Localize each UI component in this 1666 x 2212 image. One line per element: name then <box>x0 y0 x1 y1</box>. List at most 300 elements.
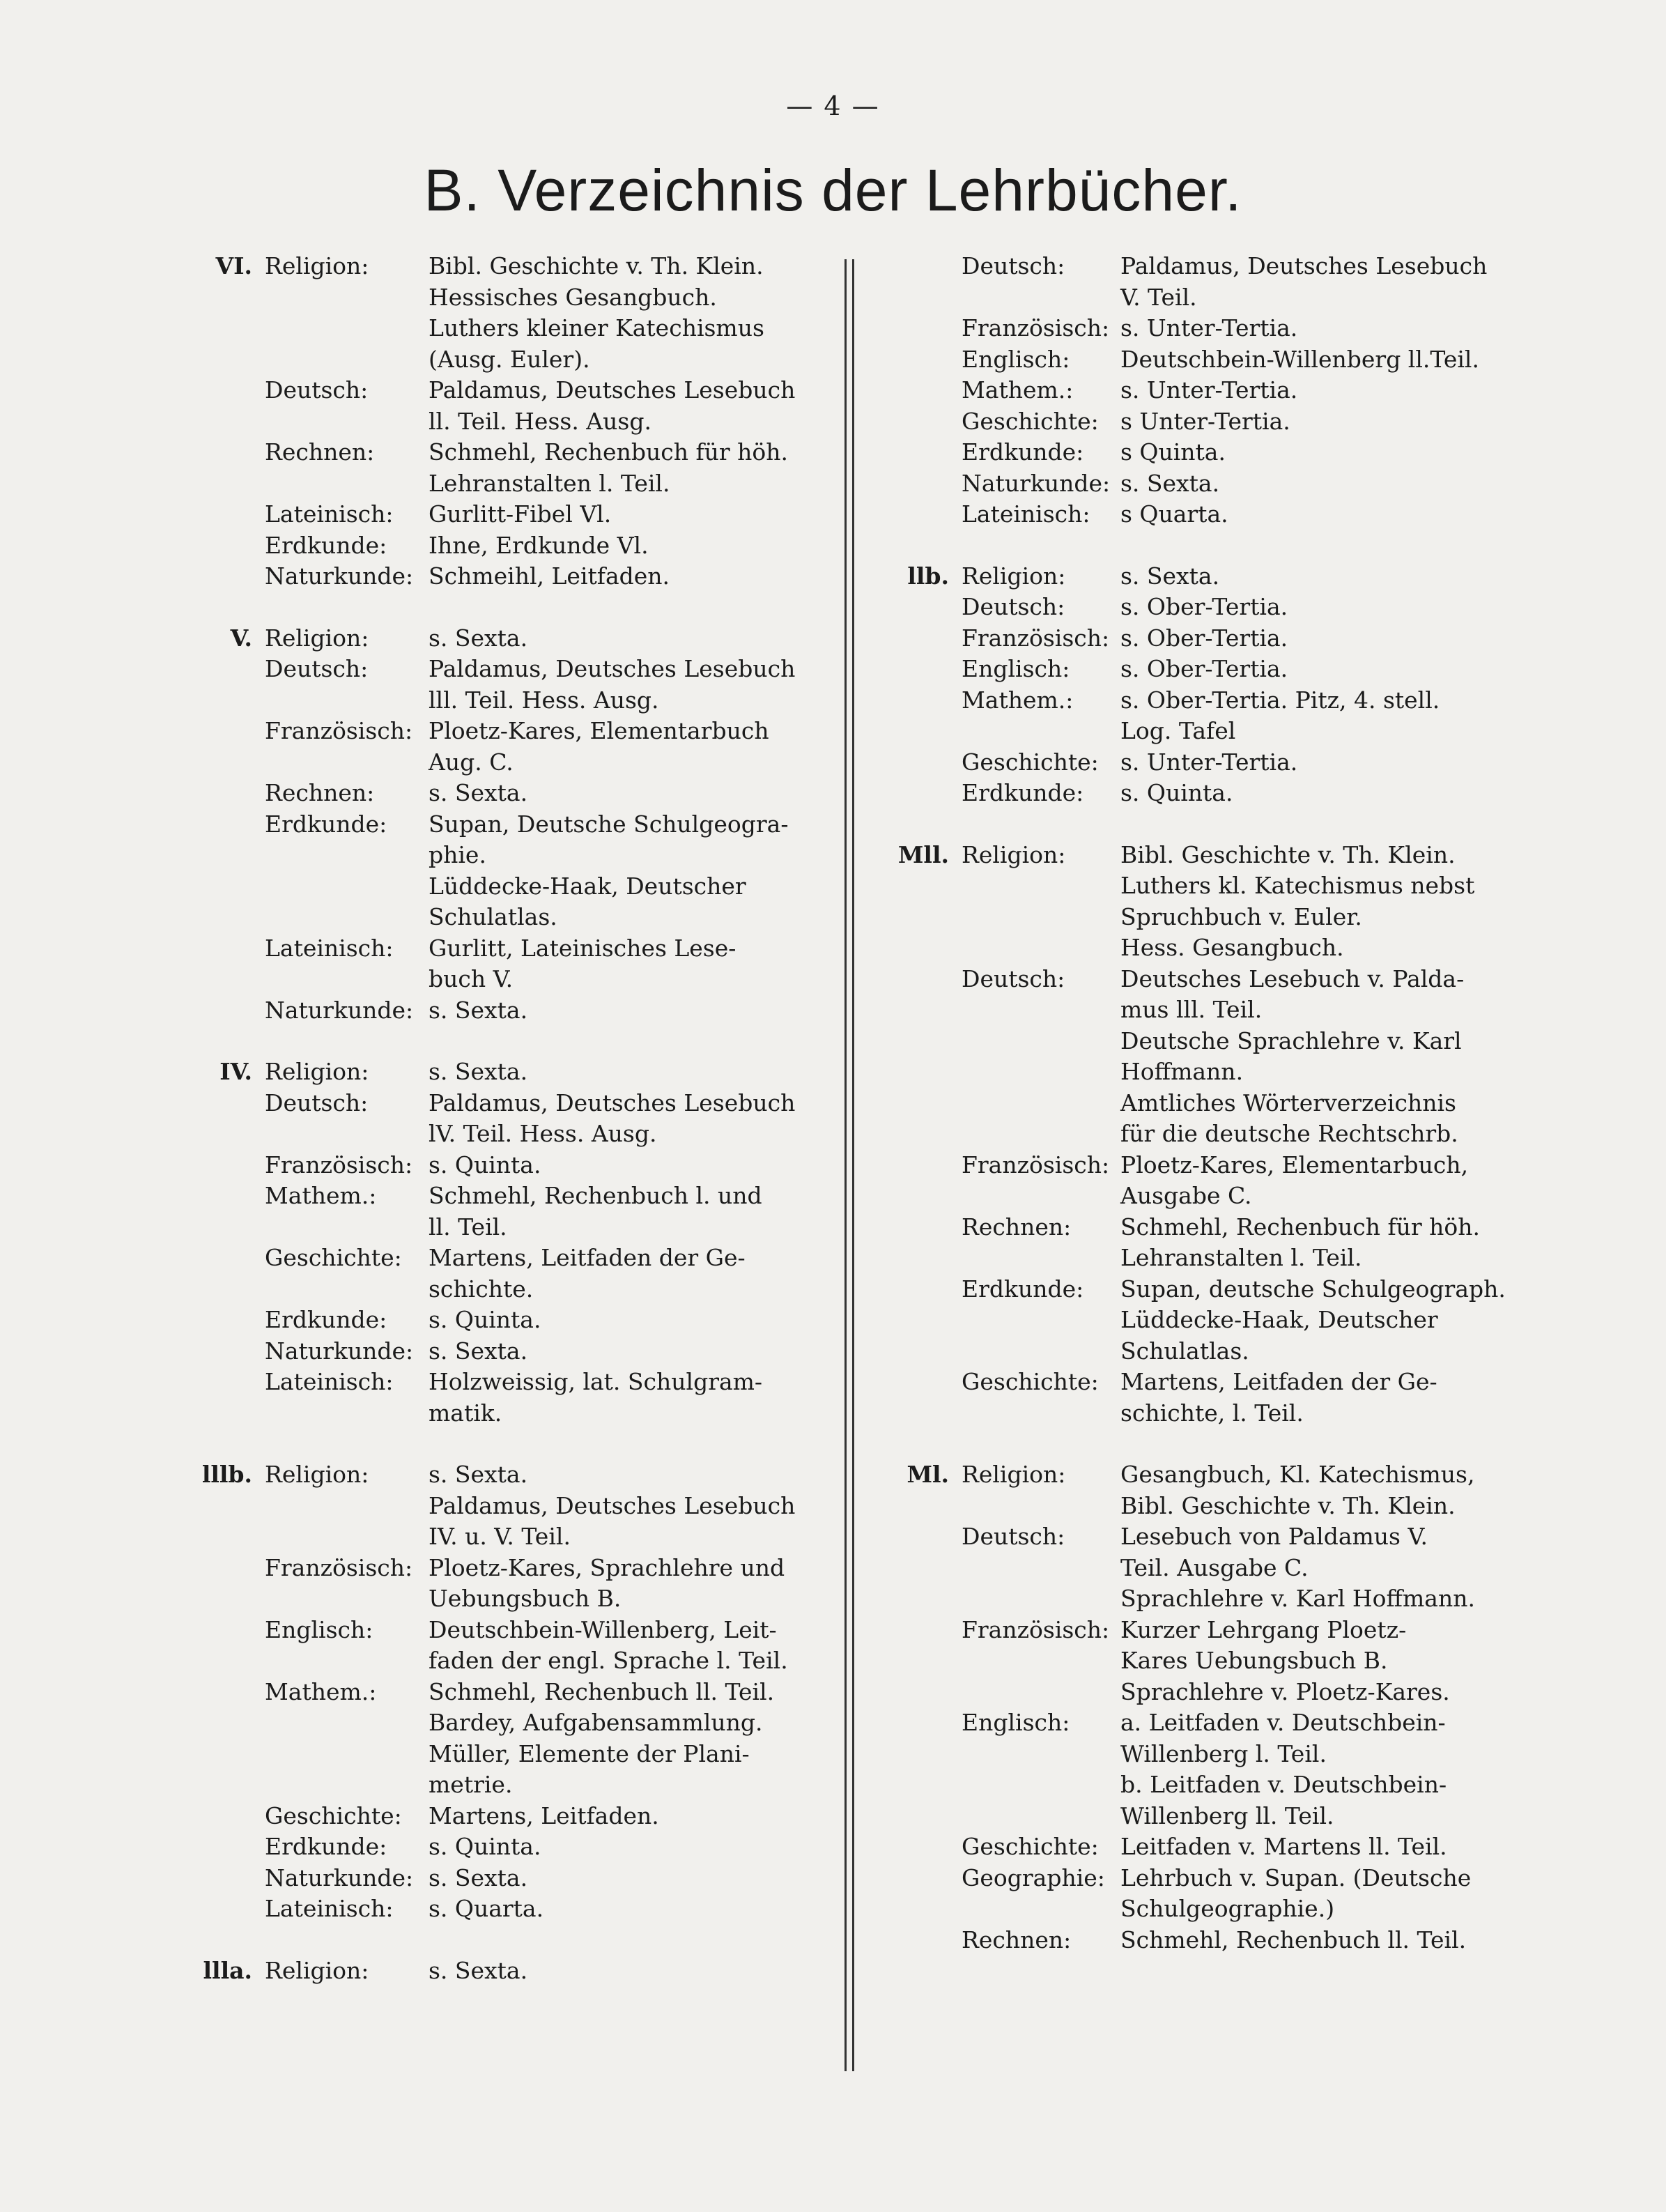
subject-entry <box>188 437 815 499</box>
textbook-list <box>1120 406 1498 438</box>
class-label <box>885 1615 962 1708</box>
class-label: Ml. <box>907 1461 949 1488</box>
class-section <box>188 1956 815 1987</box>
subject-entry <box>188 716 815 778</box>
subject-label: Erdkunde: <box>265 531 387 559</box>
subject-entry <box>188 1801 815 1832</box>
textbook-line: schichte, l. Teil. <box>1120 1399 1304 1427</box>
subject-label: Mathem.: <box>962 686 1074 714</box>
subject-label: Deutsch: <box>962 965 1065 992</box>
subject-entry <box>885 1831 1498 1863</box>
subject-label: Lateinisch: <box>265 1895 394 1922</box>
textbook-line: s. Sexta. <box>1120 469 1220 497</box>
class-label: Mll. <box>897 840 949 868</box>
right-column <box>885 251 1506 1956</box>
subject-label: Religion: <box>962 840 1066 868</box>
textbook-line: s. Sexta. <box>429 1461 528 1488</box>
textbook-list <box>429 1863 815 1894</box>
class-label <box>188 1801 265 1832</box>
textbook-line: ll. Teil. Hess. Ausg. <box>429 407 651 435</box>
textbook-list <box>1120 1150 1498 1212</box>
left-column <box>188 251 815 1986</box>
textbook-list <box>1120 499 1498 530</box>
subject-label: Rechnen: <box>962 1213 1072 1241</box>
subject-entry <box>188 1305 815 1336</box>
class-label <box>885 1925 962 1956</box>
class-label <box>885 747 962 778</box>
class-label <box>188 1615 265 1677</box>
class-label <box>188 1181 265 1243</box>
subject-label: Mathem.: <box>265 1677 377 1705</box>
textbook-list <box>429 1243 815 1305</box>
subject-label: Geschichte: <box>962 1368 1099 1395</box>
subject-label: Lateinisch: <box>265 1368 394 1395</box>
textbook-line: Lüddecke-Haak, Deutscher <box>429 872 746 900</box>
textbook-list <box>1120 1212 1498 1274</box>
textbook-list <box>429 1367 815 1429</box>
column-divider <box>844 259 854 2071</box>
class-label <box>188 437 265 499</box>
textbook-line: Paldamus, Deutsches Lesebuch <box>429 1491 796 1519</box>
subject-label: Englisch: <box>265 1615 373 1643</box>
subject-entry <box>188 1491 815 1553</box>
subject-entry <box>188 778 815 809</box>
class-label <box>188 1150 265 1181</box>
subject-label: Deutsch: <box>962 593 1065 620</box>
textbook-list <box>1120 778 1498 809</box>
class-label <box>885 375 962 406</box>
textbook-list <box>429 995 815 1027</box>
textbook-line: phie. <box>429 841 486 868</box>
textbook-line: Martens, Leitfaden. <box>429 1802 659 1829</box>
textbook-list <box>1120 1925 1498 1956</box>
subject-entry <box>188 933 815 995</box>
textbook-line: Schulgeographie.) <box>1120 1895 1335 1922</box>
class-label <box>188 809 265 933</box>
textbook-line: Aug. C. <box>429 748 514 776</box>
textbook-line: Schmehl, Rechenbuch für höh. <box>1120 1213 1481 1241</box>
subject-label: Erdkunde: <box>962 1275 1084 1303</box>
class-section <box>188 1459 815 1925</box>
subject-entry <box>188 1243 815 1305</box>
class-label <box>885 406 962 438</box>
textbook-list <box>429 1956 815 1987</box>
textbook-list <box>429 623 815 654</box>
textbook-line: s. Sexta. <box>429 779 528 806</box>
subject-label: Naturkunde: <box>265 1864 414 1891</box>
class-label <box>188 1677 265 1801</box>
textbook-line: metrie. <box>429 1771 513 1798</box>
textbook-list <box>429 1615 815 1677</box>
subject-entry <box>885 1925 1498 1956</box>
textbook-line: Deutschbein-Willenberg ll.Teil. <box>1120 345 1479 373</box>
subject-label: Religion: <box>962 1461 1066 1488</box>
textbook-line: Holzweissig, lat. Schulgram- <box>429 1368 763 1395</box>
class-label <box>188 1894 265 1925</box>
textbook-line: s. Sexta. <box>429 996 528 1024</box>
subject-entry <box>188 1459 815 1491</box>
textbook-line: Bibl. Geschichte v. Th. Klein. <box>1120 840 1456 868</box>
subject-label: Französisch: <box>962 314 1110 341</box>
textbook-line: s. Ober-Tertia. <box>1120 655 1288 682</box>
textbook-line: Martens, Leitfaden der Ge- <box>1120 1368 1437 1395</box>
textbook-line: Log. Tafel <box>1120 717 1236 744</box>
textbook-line: s. Quinta. <box>1120 779 1233 806</box>
class-label: VI. <box>215 252 252 279</box>
textbook-line: Spruchbuch v. Euler. <box>1120 903 1362 930</box>
textbook-line: s Quarta. <box>1120 500 1228 528</box>
subject-label: Naturkunde: <box>265 1337 414 1365</box>
textbook-list <box>429 1801 815 1832</box>
class-label <box>885 1150 962 1212</box>
textbook-line: Gurlitt, Lateinisches Lese- <box>429 934 736 962</box>
subject-entry <box>188 1057 815 1088</box>
subject-label: Lateinisch: <box>265 500 394 528</box>
textbook-line: mus lll. Teil. <box>1120 996 1263 1023</box>
textbook-line: (Ausg. Euler). <box>429 345 590 373</box>
textbook-list <box>1120 685 1498 747</box>
subject-entry <box>188 251 815 375</box>
textbook-line: s. Quarta. <box>429 1895 544 1922</box>
class-label <box>885 685 962 747</box>
textbook-line: Martens, Leitfaden der Ge- <box>429 1244 746 1271</box>
class-label <box>885 654 962 685</box>
textbook-list <box>1120 1831 1498 1863</box>
textbook-list <box>429 561 815 592</box>
textbook-list <box>1120 437 1498 468</box>
subject-label: Religion: <box>265 1956 369 1984</box>
textbook-line: Ploetz-Kares, Elementarbuch, <box>1120 1151 1469 1178</box>
subject-label: Religion: <box>265 1058 369 1085</box>
subject-entry <box>188 995 815 1027</box>
class-label <box>188 1305 265 1336</box>
subject-entry <box>885 1212 1498 1274</box>
textbook-list <box>1120 964 1498 1150</box>
subject-label: Rechnen: <box>962 1926 1072 1953</box>
subject-entry <box>885 1459 1498 1521</box>
textbook-line: s. Quinta. <box>429 1151 541 1178</box>
subject-label: Religion: <box>962 562 1066 590</box>
textbook-list <box>429 809 815 933</box>
class-label <box>885 437 962 468</box>
subject-entry <box>885 1863 1498 1925</box>
textbook-line: Schmehl, Rechenbuch ll. Teil. <box>429 1677 775 1705</box>
class-label <box>188 499 265 530</box>
textbook-line: Deutsche Sprachlehre v. Karl <box>1120 1027 1462 1054</box>
class-label <box>885 313 962 344</box>
textbook-line: Schulatlas. <box>429 903 557 930</box>
subject-entry <box>188 1831 815 1863</box>
class-label <box>885 1367 962 1429</box>
textbook-list <box>429 499 815 530</box>
textbook-list <box>1120 1274 1506 1367</box>
textbook-line: s. Unter-Tertia. <box>1120 376 1298 404</box>
class-label: llla. <box>203 1956 252 1984</box>
class-label <box>188 995 265 1027</box>
class-label <box>885 344 962 376</box>
textbook-line: Leitfaden v. Martens ll. Teil. <box>1120 1833 1447 1860</box>
textbook-line: lV. Teil. Hess. Ausg. <box>429 1120 657 1147</box>
subject-label: Geschichte: <box>265 1244 402 1271</box>
textbook-line: Uebungsbuch B. <box>429 1585 622 1612</box>
textbook-list <box>429 1305 815 1336</box>
subject-entry <box>188 1956 815 1987</box>
subject-label: Englisch: <box>962 655 1070 682</box>
textbook-line: s Unter-Tertia. <box>1120 407 1290 435</box>
textbook-line: Luthers kleiner Katechismus <box>429 314 764 341</box>
textbook-line: für die deutsche Rechtschrb. <box>1120 1120 1458 1147</box>
textbook-line: matik. <box>429 1399 502 1427</box>
subject-label: Deutsch: <box>265 655 369 682</box>
textbook-line: s. Sexta. <box>429 1956 528 1984</box>
class-label <box>885 1707 962 1831</box>
textbook-line: Sprachlehre v. Ploetz-Kares. <box>1120 1677 1450 1705</box>
textbook-list <box>1120 561 1498 592</box>
class-label <box>885 623 962 654</box>
subject-entry <box>885 251 1498 313</box>
subject-entry <box>188 1894 815 1925</box>
textbook-list <box>1120 251 1498 313</box>
subject-entry <box>885 468 1498 500</box>
textbook-line: Hoffmann. <box>1120 1058 1244 1085</box>
textbook-line: Schmehl, Rechenbuch ll. Teil. <box>1120 1926 1467 1953</box>
textbook-line: Sprachlehre v. Karl Hoffmann. <box>1120 1585 1475 1612</box>
subject-entry <box>885 1274 1506 1367</box>
class-section <box>885 840 1506 1429</box>
textbook-line: s. Unter-Tertia. <box>1120 314 1298 341</box>
textbook-line: V. Teil. <box>1120 283 1197 311</box>
textbook-line: Hess. Gesangbuch. <box>1120 934 1344 961</box>
textbook-list <box>429 251 815 375</box>
textbook-list <box>1120 344 1498 376</box>
class-label <box>885 499 962 530</box>
class-label <box>188 1088 265 1150</box>
subject-label: Englisch: <box>962 1709 1070 1736</box>
class-section <box>885 251 1498 530</box>
class-label: V. <box>230 624 252 652</box>
textbook-line: Müller, Elemente der Plani- <box>429 1739 750 1767</box>
subject-entry <box>188 499 815 530</box>
subject-entry <box>885 375 1498 406</box>
textbook-line: s. Unter-Tertia. <box>1120 748 1298 776</box>
subject-label: Religion: <box>265 252 369 279</box>
subject-label: Geographie: <box>962 1864 1105 1891</box>
textbook-list <box>1120 375 1498 406</box>
textbook-list <box>429 437 815 499</box>
textbook-line: Hessisches Gesangbuch. <box>429 283 717 311</box>
textbook-line: ll. Teil. <box>429 1213 507 1241</box>
class-section <box>885 561 1498 809</box>
textbook-line: Gurlitt-Fibel Vl. <box>429 500 612 528</box>
class-label <box>188 530 265 562</box>
textbook-list <box>429 1491 815 1553</box>
class-label <box>188 1367 265 1429</box>
subject-label: Französisch: <box>962 1151 1110 1178</box>
subject-entry <box>188 1615 815 1677</box>
subject-label: Naturkunde: <box>265 562 414 590</box>
page-number: — 4 — <box>786 91 880 121</box>
textbook-line: Supan, Deutsche Schulgeogra- <box>429 810 789 838</box>
textbook-line: s. Quinta. <box>429 1306 541 1333</box>
textbook-line: Schmehl, Rechenbuch für höh. <box>429 438 789 466</box>
textbook-list <box>429 530 815 562</box>
textbook-line: Lüddecke-Haak, Deutscher <box>1120 1306 1438 1333</box>
subject-entry <box>885 1521 1498 1615</box>
class-label <box>188 1336 265 1367</box>
textbook-line: Willenberg ll. Teil. <box>1120 1802 1334 1829</box>
class-label: IV. <box>219 1058 252 1085</box>
textbook-list <box>429 716 815 778</box>
class-label <box>885 1831 962 1863</box>
subject-entry <box>885 1367 1498 1429</box>
textbook-line: Paldamus, Deutsches Lesebuch <box>1120 252 1488 279</box>
class-label <box>885 468 962 500</box>
class-label <box>188 375 265 437</box>
subject-entry <box>885 1615 1498 1708</box>
class-label <box>188 561 265 592</box>
textbook-list <box>429 375 815 437</box>
subject-label: Erdkunde: <box>265 1833 387 1860</box>
textbook-list <box>1120 654 1498 685</box>
textbook-list <box>429 933 815 995</box>
textbook-line: s. Sexta. <box>429 1337 528 1365</box>
textbook-list <box>429 1553 815 1615</box>
textbook-list <box>429 1150 815 1181</box>
textbook-line: Ihne, Erdkunde Vl. <box>429 531 649 559</box>
textbook-line: Amtliches Wörterverzeichnis <box>1120 1089 1456 1116</box>
subject-label: Rechnen: <box>265 438 375 466</box>
textbook-list <box>1120 1521 1498 1615</box>
subject-label: Naturkunde: <box>962 469 1111 497</box>
textbook-line: s. Sexta. <box>1120 562 1220 590</box>
textbook-list <box>1120 468 1498 500</box>
subject-entry <box>885 840 1498 964</box>
class-label <box>188 1863 265 1894</box>
subject-entry <box>188 654 815 716</box>
textbook-list <box>1120 1615 1498 1708</box>
textbook-line: Lehrbuch v. Supan. (Deutsche <box>1120 1864 1472 1891</box>
subject-entry <box>885 499 1498 530</box>
class-section <box>885 1459 1498 1956</box>
subject-label: Deutsch: <box>265 1089 369 1116</box>
class-label <box>188 1553 265 1615</box>
subject-entry <box>188 561 815 592</box>
subject-label: Erdkunde: <box>265 810 387 838</box>
textbook-line: b. Leitfaden v. Deutschbein- <box>1120 1771 1447 1798</box>
class-section <box>188 1057 815 1429</box>
textbook-line: s. Sexta. <box>429 1058 528 1085</box>
textbook-line: Bardey, Aufgabensammlung. <box>429 1709 763 1736</box>
textbook-list <box>1120 1863 1498 1925</box>
subject-label: Geschichte: <box>265 1802 402 1829</box>
subject-label: Mathem.: <box>962 376 1074 404</box>
subject-label: Religion: <box>265 624 369 652</box>
subject-entry <box>188 1863 815 1894</box>
class-label <box>188 1491 265 1553</box>
subject-label: Lateinisch: <box>962 500 1090 528</box>
textbook-list <box>429 1088 815 1150</box>
textbook-line: Kares Uebungsbuch B. <box>1120 1647 1388 1674</box>
subject-entry <box>885 685 1498 747</box>
class-label <box>885 1274 962 1367</box>
subject-label: Deutsch: <box>265 376 369 404</box>
textbook-line: Ploetz-Kares, Elementarbuch <box>429 717 769 744</box>
class-label <box>885 251 962 313</box>
subject-label: Deutsch: <box>962 252 1065 279</box>
textbook-line: Lehranstalten l. Teil. <box>429 469 670 497</box>
textbook-list <box>429 1181 815 1243</box>
textbook-line: a. Leitfaden v. Deutschbein- <box>1120 1709 1446 1736</box>
page-title: B. Verzeichnis der Lehrbücher. <box>424 158 1242 223</box>
class-label <box>188 716 265 778</box>
subject-label: Geschichte: <box>962 407 1099 435</box>
class-label <box>885 778 962 809</box>
subject-entry <box>885 778 1498 809</box>
subject-entry <box>885 623 1498 654</box>
subject-label: Religion: <box>265 1461 369 1488</box>
subject-entry <box>885 561 1498 592</box>
subject-entry <box>885 344 1498 376</box>
subject-label: Naturkunde: <box>265 996 414 1024</box>
textbook-line: Willenberg l. Teil. <box>1120 1739 1327 1767</box>
textbook-line: s. Ober-Tertia. <box>1120 593 1288 620</box>
textbook-line: Lesebuch von Paldamus V. <box>1120 1523 1428 1550</box>
subject-entry <box>885 747 1498 778</box>
class-label: lllb. <box>201 1461 252 1488</box>
textbook-line: Teil. Ausgabe C. <box>1120 1553 1309 1581</box>
subject-entry <box>188 1181 815 1243</box>
textbook-line: Ploetz-Kares, Sprachlehre und <box>429 1553 785 1581</box>
textbook-line: Deutsches Lesebuch v. Palda- <box>1120 965 1465 992</box>
textbook-line: Supan, deutsche Schulgeograph. <box>1120 1275 1506 1303</box>
subject-entry <box>188 1088 815 1150</box>
subject-label: Rechnen: <box>265 779 375 806</box>
class-label <box>188 1831 265 1863</box>
textbook-list <box>1120 1459 1498 1521</box>
textbook-line: Schulatlas. <box>1120 1337 1249 1365</box>
textbook-line: Bibl. Geschichte v. Th. Klein. <box>1120 1491 1456 1519</box>
subject-label: Französisch: <box>265 1151 413 1178</box>
subject-entry <box>188 623 815 654</box>
textbook-list <box>1120 623 1498 654</box>
textbook-line: IV. u. V. Teil. <box>429 1523 571 1550</box>
textbook-list <box>429 1336 815 1367</box>
textbook-line: Paldamus, Deutsches Lesebuch <box>429 655 796 682</box>
textbook-list <box>1120 747 1498 778</box>
textbook-list <box>429 1057 815 1088</box>
subject-entry <box>885 406 1498 438</box>
textbook-list <box>1120 313 1498 344</box>
class-label <box>885 592 962 623</box>
subject-entry <box>885 1707 1498 1831</box>
class-label <box>885 1863 962 1925</box>
class-label: llb. <box>907 562 949 590</box>
class-label <box>188 933 265 995</box>
textbook-line: Schmehl, Rechenbuch l. und <box>429 1182 762 1209</box>
textbook-line: s. Ober-Tertia. Pitz, 4. stell. <box>1120 686 1440 714</box>
subject-entry <box>188 809 815 933</box>
class-section <box>188 251 815 592</box>
subject-label: Lateinisch: <box>265 934 394 962</box>
textbook-list <box>1120 840 1498 964</box>
subject-entry <box>188 1553 815 1615</box>
subject-label <box>265 1491 429 1553</box>
textbook-line: Schmeihl, Leitfaden. <box>429 562 670 590</box>
textbook-list <box>429 1831 815 1863</box>
subject-label: Französisch: <box>962 624 1110 652</box>
textbook-list <box>1120 592 1498 623</box>
subject-label: Englisch: <box>962 345 1070 373</box>
